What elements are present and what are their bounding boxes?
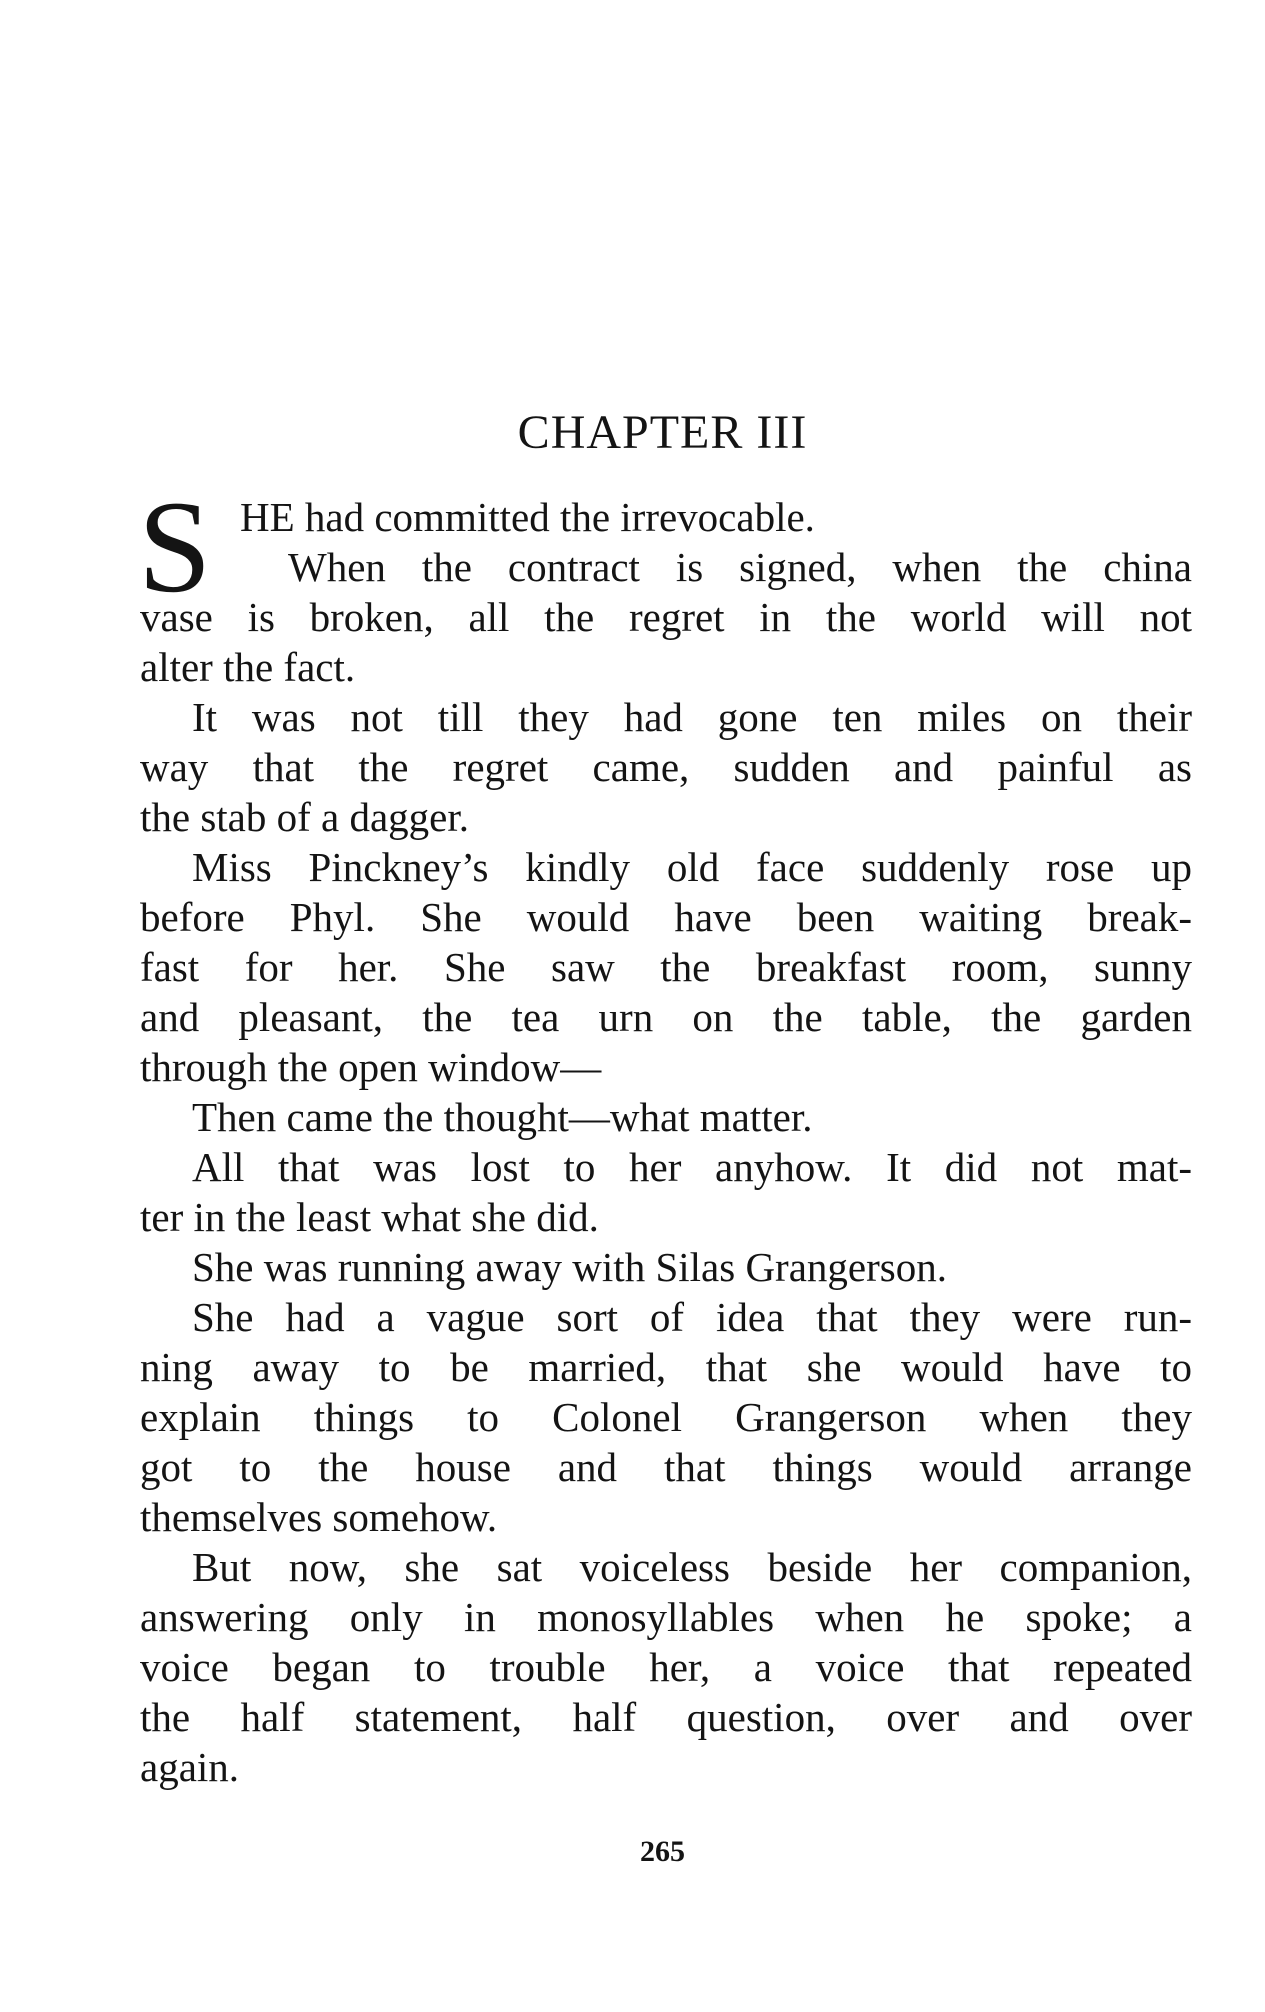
text-line: She was running away with Silas Grangerson. xyxy=(192,1244,947,1290)
text-line: before Phyl. She would have been waiting break- xyxy=(140,894,1192,940)
text-line: got to the house and that things would arrange xyxy=(140,1444,1192,1490)
text-line: answering only in monosyllables when he spoke; a xyxy=(140,1594,1192,1640)
text-line: It was not till they had gone ten miles on their xyxy=(192,694,1192,740)
text-line: themselves somehow. xyxy=(140,1494,498,1540)
text-line: and pleasant, the tea urn on the table, the garden xyxy=(140,994,1192,1040)
text-line: But now, she sat voiceless beside her companion, xyxy=(192,1544,1192,1590)
paragraph xyxy=(140,1292,1192,1542)
text-line: She had a vague sort of idea that they were run- xyxy=(192,1294,1192,1340)
text-line: ter in the least what she did. xyxy=(140,1194,599,1240)
chapter-title: CHAPTER III xyxy=(517,406,808,459)
paragraph xyxy=(140,692,1192,842)
paragraph xyxy=(140,1092,1192,1142)
paragraph xyxy=(140,842,1192,1092)
text-line: voice began to trouble her, a voice that repeated xyxy=(140,1644,1192,1690)
text-line: All that was lost to her anyhow. It did not mat- xyxy=(192,1144,1192,1190)
text-line: explain things to Colonel Grangerson when they xyxy=(140,1394,1192,1440)
text-line: Miss Pinckney’s kindly old face suddenly rose up xyxy=(192,844,1192,890)
text-line: the stab of a dagger. xyxy=(140,794,470,840)
text-line: through the open window— xyxy=(140,1044,602,1090)
text-line: way that the regret came, sudden and painful as xyxy=(140,744,1192,790)
text-line: fast for her. She saw the breakfast room, sunny xyxy=(140,944,1192,990)
text-line: When the contract is signed, when the china xyxy=(288,544,1192,590)
opening-paragraph xyxy=(138,473,1192,692)
text-line: ning away to be married, that she would have to xyxy=(140,1344,1192,1390)
paragraph xyxy=(140,1242,1192,1292)
text-line: vase is broken, all the regret in the world will not xyxy=(140,594,1192,640)
text-line: again. xyxy=(140,1744,240,1790)
drop-cap: S xyxy=(138,473,212,620)
text-line: alter the fact. xyxy=(140,644,356,690)
text-line: Then came the thought—what matter. xyxy=(192,1094,813,1140)
paragraph xyxy=(140,1542,1192,1792)
text-line: HE had committed the irrevocable. xyxy=(240,494,815,540)
page-number: 265 xyxy=(640,1835,685,1868)
text-line: the half statement, half question, over and over xyxy=(140,1694,1192,1740)
chapter-body xyxy=(138,473,1192,1792)
paragraph xyxy=(140,1142,1192,1242)
